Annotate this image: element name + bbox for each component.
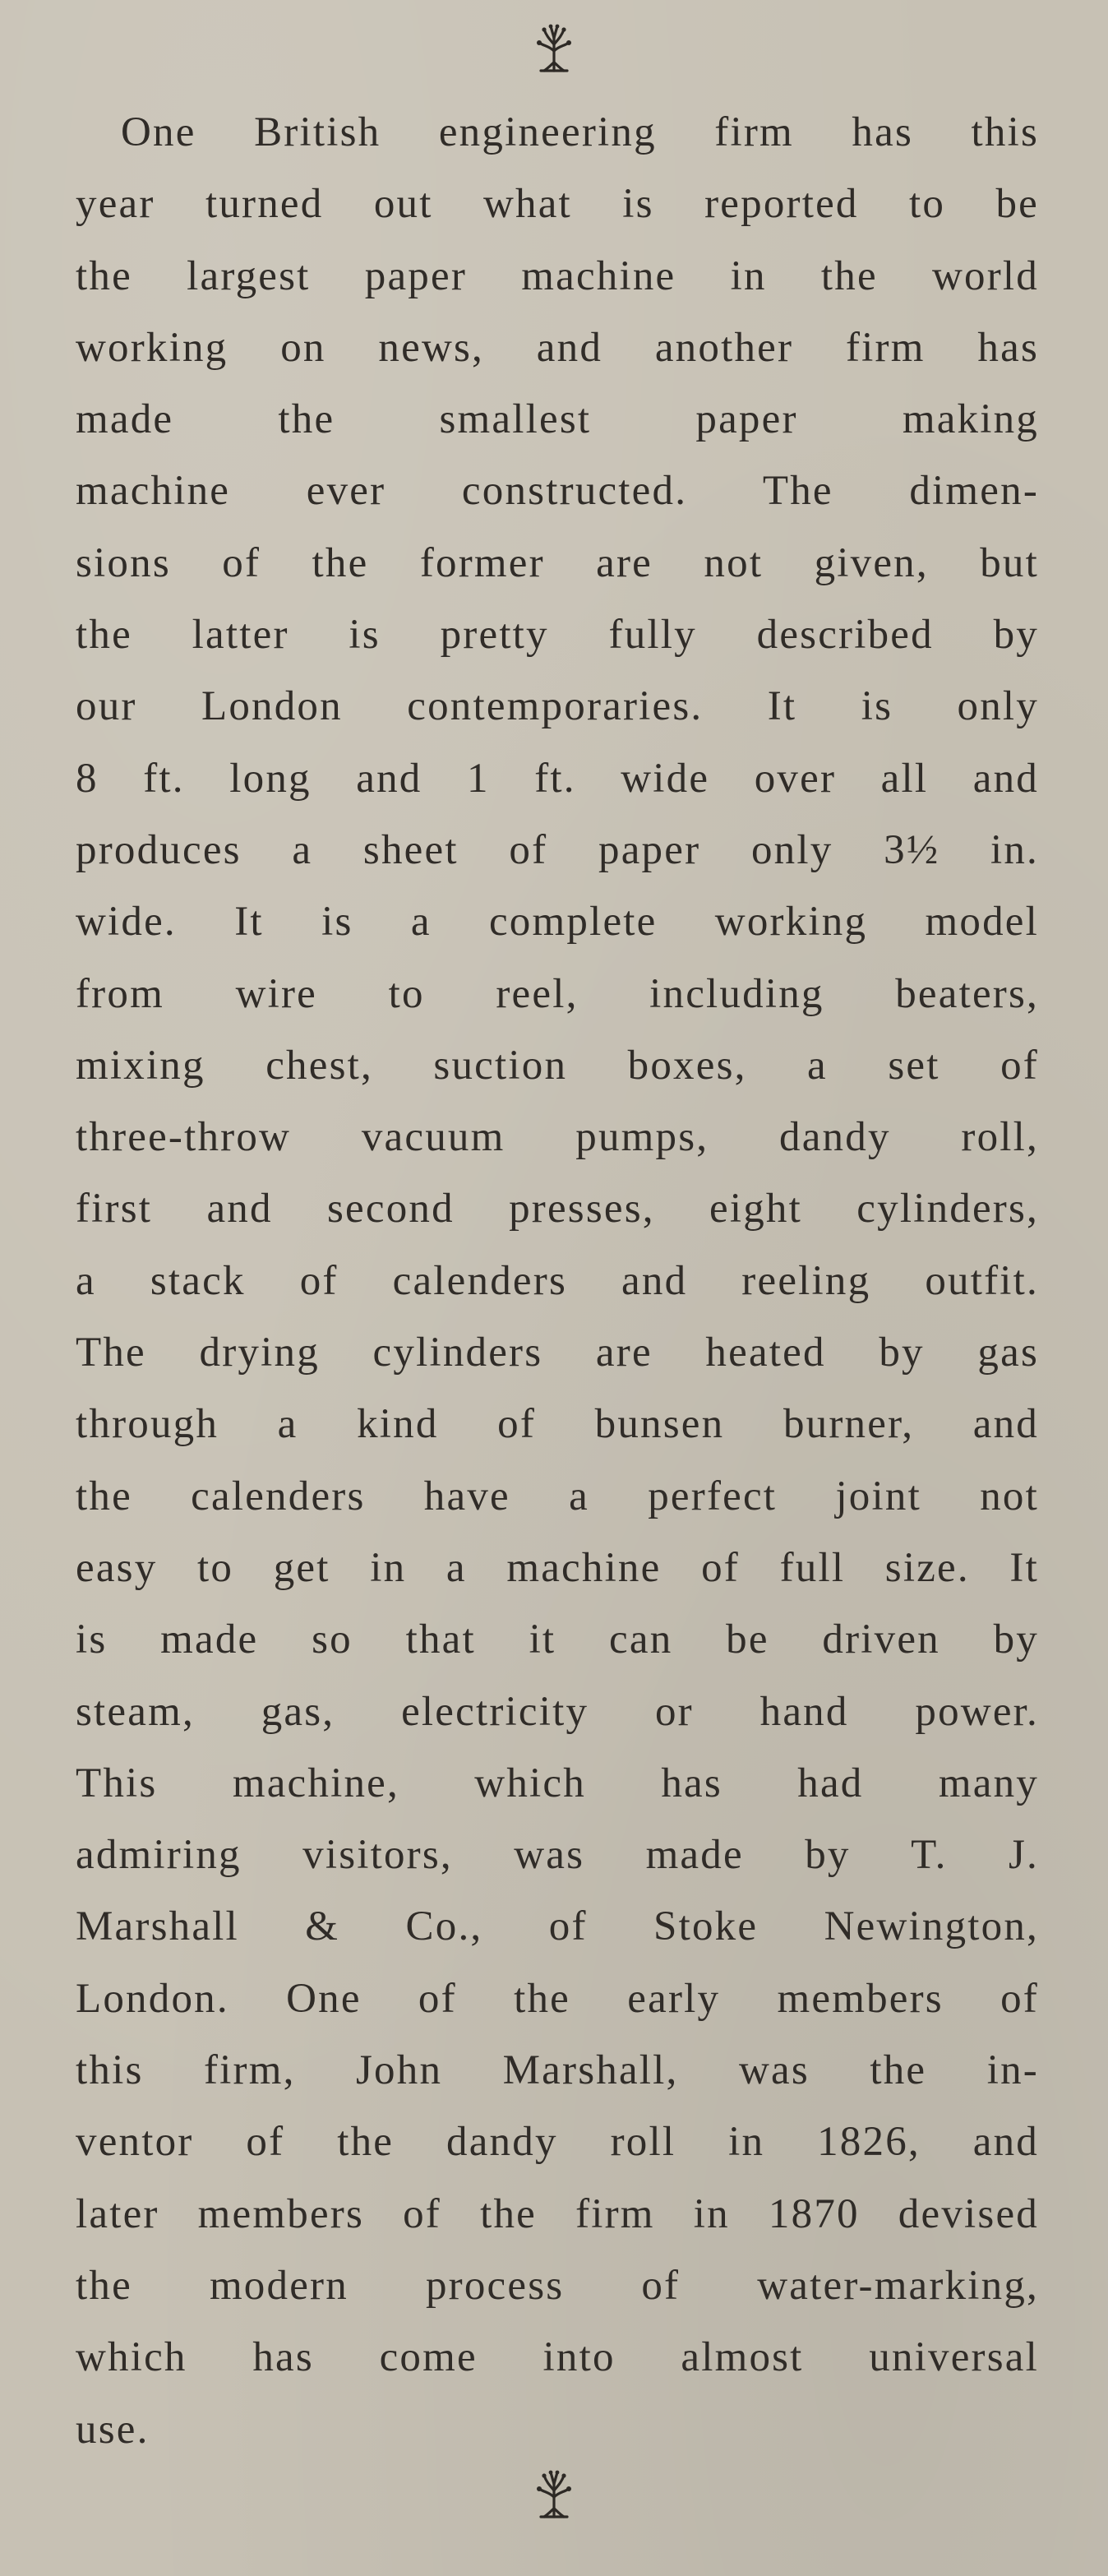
paragraph-line: One British engineering firm has this [121, 109, 1039, 155]
paragraph-line: this firm, John Marshall, was the in- [76, 2047, 1039, 2094]
paragraph-line: the modern process of water-marking, [76, 2262, 1039, 2309]
tree-ornament-svg [524, 2464, 584, 2523]
paragraph-line: machine ever constructed. The dimen- [76, 468, 1039, 515]
paragraph-line: The drying cylinders are heated by gas [76, 1330, 1039, 1376]
tree-ornament-top-icon [524, 18, 584, 77]
paragraph-line: year turned out what is reported to be [76, 181, 1039, 228]
paragraph-line: working on news, and another firm has [76, 324, 1039, 371]
paragraph-line: which has come into almost universal [76, 2334, 1039, 2381]
paragraph-line: ventor of the dandy roll in 1826, and [76, 2119, 1039, 2166]
paragraph [76, 97, 1039, 2466]
paragraph-line: mixing chest, suction boxes, a set of [76, 1042, 1039, 1089]
paragraph-line: three-throw vacuum pumps, dandy roll, [76, 1114, 1039, 1161]
paragraph-line: our London contemporaries. It is only [76, 683, 1039, 730]
paragraph-line: steam, gas, electricity or hand power. [76, 1688, 1039, 1735]
paragraph-line: from wire to reel, including beaters, [76, 970, 1039, 1017]
paragraph-line: later members of the firm in 1870 devised [76, 2190, 1039, 2237]
paragraph-line: use. [76, 2406, 150, 2453]
paragraph-line: admiring visitors, was made by T. J. [76, 1832, 1039, 1879]
paragraph-line: made the smallest paper making [76, 396, 1039, 443]
paragraph-line: Marshall & Co., of Stoke Newington, [76, 1903, 1039, 1950]
paragraph-line: through a kind of bunsen burner, and [76, 1401, 1039, 1448]
paragraph-line: the largest paper machine in the world [76, 252, 1039, 299]
paragraph-line: the calenders have a perfect joint not [76, 1473, 1039, 1519]
tree-ornament-svg [524, 18, 584, 77]
paragraph-line: This machine, which has had many [76, 1760, 1039, 1806]
paragraph-line: first and second presses, eight cylinders, [76, 1186, 1039, 1233]
paragraph-line: produces a sheet of paper only 3½ in. [76, 826, 1039, 873]
tree-ornament-bottom-icon [524, 2464, 584, 2523]
paragraph-line: London. One of the early members of [76, 1975, 1039, 2022]
paragraph-line: sions of the former are not given, but [76, 539, 1039, 586]
paragraph-line: a stack of calenders and reeling outfit. [76, 1257, 1039, 1304]
paragraph-line: is made so that it can be driven by [76, 1616, 1039, 1663]
paragraph-line: wide. It is a complete working model [76, 899, 1039, 946]
paragraph-line: the latter is pretty fully described by [76, 612, 1039, 659]
paragraph-line: 8 ft. long and 1 ft. wide over all and [76, 755, 1039, 802]
paragraph-line: easy to get in a machine of full size. It [76, 1544, 1039, 1591]
